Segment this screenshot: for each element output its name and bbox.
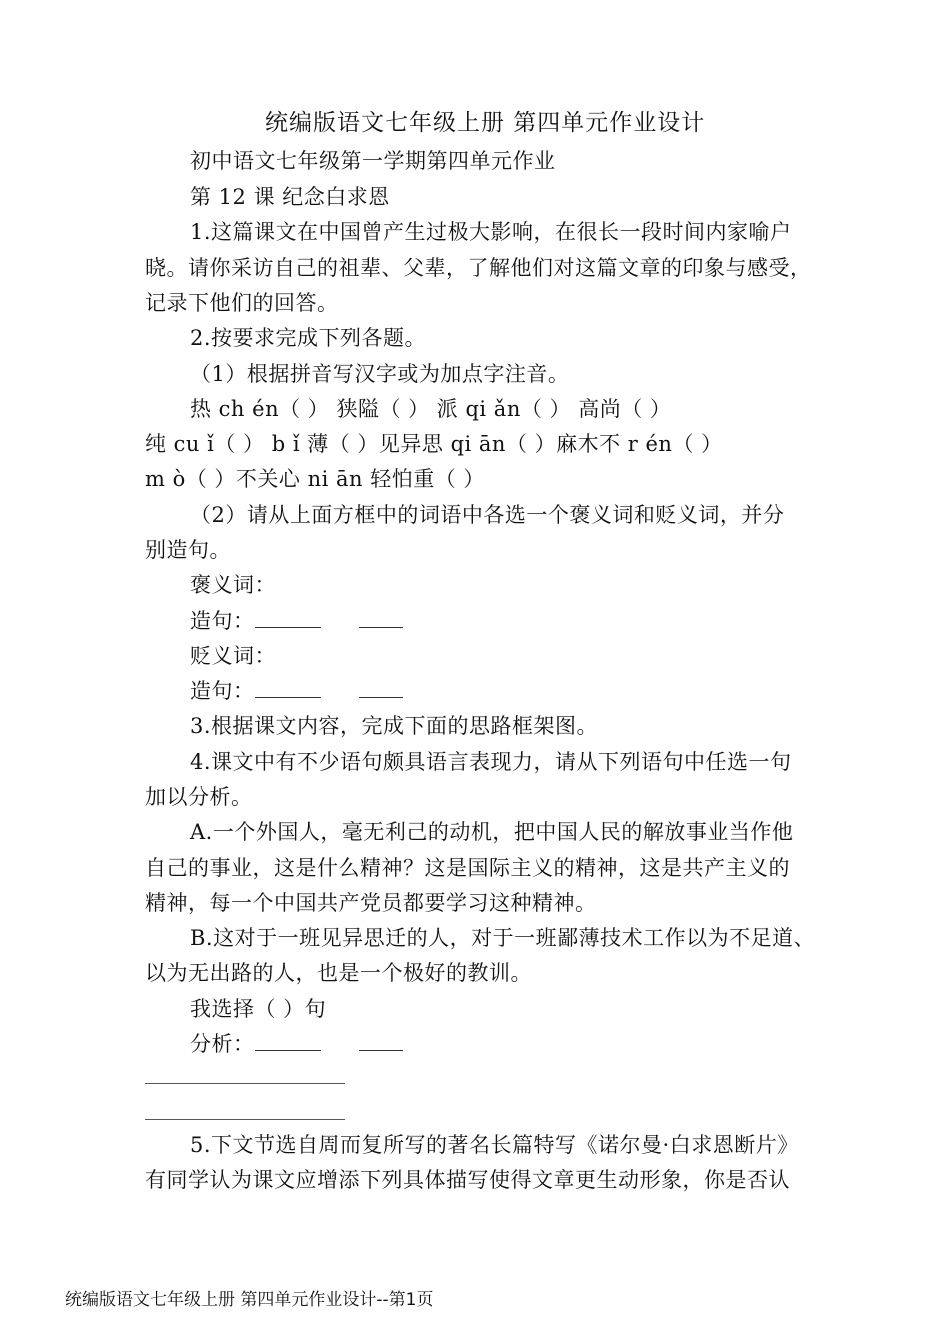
- sentence-row-1: [190, 606, 403, 636]
- answer-blank[interactable]: [359, 679, 403, 698]
- answer-blank[interactable]: [359, 609, 403, 628]
- answer-blank[interactable]: [255, 609, 321, 628]
- answer-blank[interactable]: [255, 1032, 321, 1051]
- analysis-row: [190, 1029, 403, 1059]
- pinyin-row-1: 热 ch én（ ） 狭隘（ ） 派 qi ǎn（ ） 高尚（ ）: [190, 397, 672, 421]
- sentence-label: 造句：: [190, 609, 255, 633]
- answer-line[interactable]: [145, 1119, 345, 1120]
- answer-blank[interactable]: [359, 1032, 403, 1051]
- option-b-line-2: 以为无出路的人，也是一个极好的教训。: [145, 961, 532, 985]
- pinyin-row-2: 纯 cu ǐ（ ） b ǐ 薄（ ）见异思 qi ān（ ）麻木不 r én（ ）: [145, 432, 723, 456]
- q5-line-1: 5.下文节选自周而复所写的著名长篇特写《诺尔曼·白求恩断片》: [190, 1133, 799, 1157]
- q2-part-2-line-1: （2）请从上面方框中的词语中各选一个褒义词和贬义词，并分: [190, 503, 785, 527]
- answer-line[interactable]: [145, 1083, 345, 1084]
- option-a-line-1: A.一个外国人，毫无利己的动机，把中国人民的解放事业当作他: [190, 820, 794, 844]
- q1-line-2: 晓。请你采访自己的祖辈、父辈，了解他们对这篇文章的印象与感受，: [145, 256, 812, 280]
- document-title: 统编版语文七年级上册 第四单元作业设计: [265, 110, 706, 136]
- derogatory-label: 贬义词：: [190, 644, 276, 668]
- commendatory-label: 褒义词：: [190, 573, 276, 597]
- q2-intro: 2.按要求完成下列各题。: [190, 326, 427, 350]
- analysis-label: 分析：: [190, 1032, 255, 1056]
- lesson-heading: 第 12 课 纪念白求恩: [190, 185, 390, 209]
- option-a-line-3: 精神，每一个中国共产党员都要学习这种精神。: [145, 891, 597, 915]
- q1-line-3: 记录下他们的回答。: [145, 291, 339, 315]
- option-a-line-2: 自己的事业，这是什么精神？这是国际主义的精神，这是共产主义的: [145, 856, 790, 880]
- q2-part-1: （1）根据拼音写汉字或为加点字注音。: [190, 362, 570, 386]
- q4-line-2: 加以分析。: [145, 785, 253, 809]
- choice-line: 我选择（ ）句: [190, 997, 327, 1021]
- q4-line-1: 4.课文中有不少语句颇具语言表现力，请从下列语句中任选一句: [190, 750, 792, 774]
- sentence-label: 造句：: [190, 679, 255, 703]
- q3-text: 3.根据课文内容，完成下面的思路框架图。: [190, 714, 599, 738]
- answer-blank[interactable]: [255, 679, 321, 698]
- subtitle: 初中语文七年级第一学期第四单元作业: [190, 149, 556, 173]
- q2-part-2-line-2: 别造句。: [145, 538, 231, 562]
- pinyin-row-3: m ò（ ）不关心 ni ān 轻怕重（ ）: [145, 467, 485, 491]
- sentence-row-2: [190, 676, 403, 706]
- page-footer: 统编版语文七年级上册 第四单元作业设计--第1页: [65, 1290, 434, 1310]
- option-b-line-1: B.这对于一班见异思迁的人，对于一班鄙薄技术工作以为不足道、: [190, 926, 816, 950]
- q5-line-2: 有同学认为课文应增添下列具体描写使得文章更生动形象，你是否认: [145, 1168, 790, 1192]
- q1-line-1: 1.这篇课文在中国曾产生过极大影响，在很长一段时间内家喻户: [190, 220, 792, 244]
